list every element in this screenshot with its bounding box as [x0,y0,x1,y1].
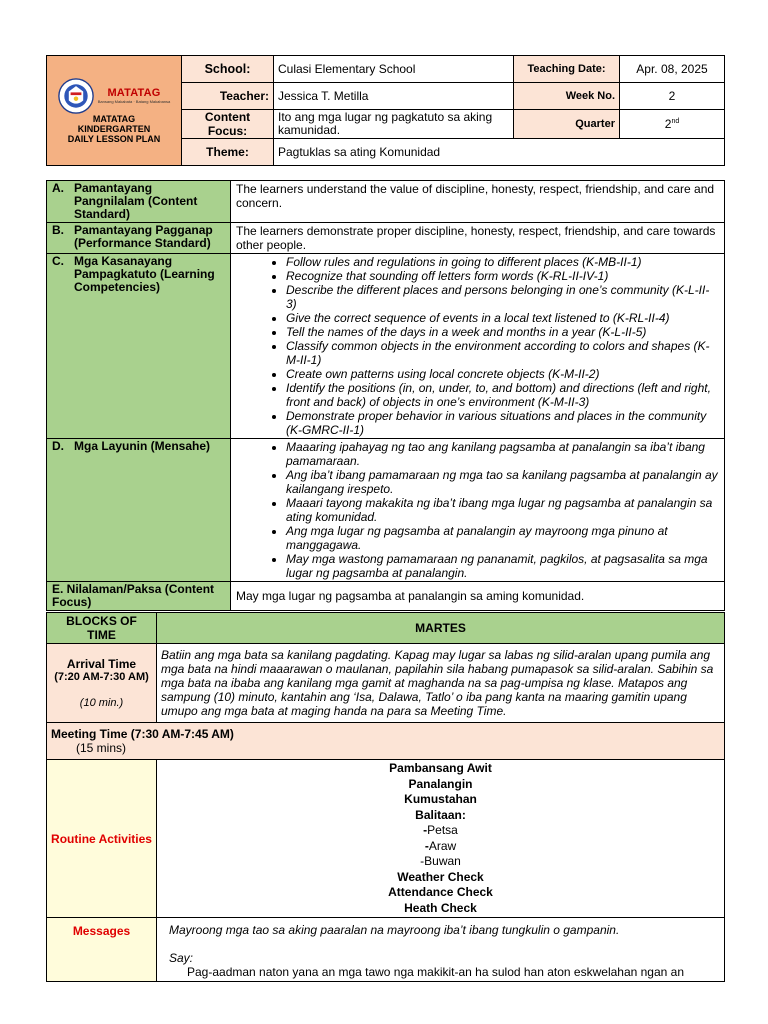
logo-line-3: DAILY LESSON PLAN [67,133,161,144]
routine-attendance-check: Attendance Check [388,885,493,899]
arrival-instructions: Batiin ang mga bata sa kanilang pagdating. Kapag may lugar sa labas ng silid-aralan upang pumila ang mga bata na hindi maaarawan o maulanan, papilahin sila habang pumapasok sa silid-aralan. Sabihin sa mga bata na ibaba ang kanilang mga gamit at maghanda na sa pag-umpisa ng klase. Matapos ang sampung (10) minuto, kantahin ang ‘Isa, Dalawa, Tatlo’ o iba pang kanta na maaring gamitin upang umupo ang mga bata at maging handa na para sa Meeting Time. [157,644,725,723]
label-letter-a: A. [52,181,64,195]
day-header: MARTES [157,613,725,644]
content-focus-value: Ito ang mga lugar ng pagkatuto sa aking kamunidad. [274,110,514,139]
routine-date-dash: - [423,823,428,837]
label-c-text: Mga Kasanayang Pampagkatuto (Learning Competencies) [74,254,215,294]
routine-news: Balitaan: [415,807,466,822]
routine-weather-check: Weather Check [397,869,484,884]
meeting-time-title: Meeting Time (7:30 AM-7:45 AM) [51,727,234,741]
routine-greetings: Kumustahan [404,792,477,806]
arrival-time-cell [47,644,157,723]
content-standard-label [47,181,231,223]
quarter-value: 2 [664,117,672,131]
performance-standard-label [47,223,231,254]
arrival-duration: (10 min.) [79,697,124,709]
content-focus-topic-label: E. Nilalaman/Paksa (Content Focus) [47,582,231,611]
teaching-date-label: Teaching Date: [514,56,620,83]
routine-day [161,839,720,855]
objective-item: • Maaari tayong makakita ng iba’t ibang mga lugar ng pagsamba at panalangin sa ating komunidad. [286,496,719,524]
objectives-label [47,439,231,582]
routine-activities-list [157,760,725,918]
objective-item: • Ang mga lugar ng pagsamba at panalangin ay mayroong mga pinuno at manggagawa. [286,524,719,552]
objective-item: • Maaaring ipahayag ng tao ang kanilang pagsamba at panalangin sa iba’t ibang pamamaraan. [286,440,719,468]
school-label: School: [182,56,274,83]
say-label: Say: [169,951,194,965]
label-letter-d: D. [52,439,64,453]
routine-date-text: Petsa [427,823,458,837]
logo-line-1: MATATAG [92,113,136,124]
arrival-time-range: (7:20 AM-7:30 AM) [54,671,149,683]
logo-tagline: Bansang Makabata · Batang Makabansa [97,99,171,104]
quarter-value-cell [620,110,725,139]
standards-table [46,180,725,611]
matatag-brand: MATATAG [107,87,161,99]
messages-cell [157,918,725,982]
competency-item: • Follow rules and regulations in going to different places (K-MB-II-1) [286,255,719,269]
quarter-label: Quarter [514,110,620,139]
arrival-time-title: Arrival Time [66,657,137,671]
learning-competencies-cell [231,254,725,439]
teacher-value: Jessica T. Metilla [274,83,514,110]
deped-seal-icon [58,78,94,114]
performance-standard-text: The learners demonstrate proper discipline, honesty, respect, friendship, and care towards other people. [231,223,725,254]
competency-item: • Create own patterns using local concrete objects (K-M-II-2) [286,367,719,381]
quarter-suffix: nd [671,118,680,125]
teacher-label: Teacher: [182,83,274,110]
routine-day-dash: - [424,838,429,853]
label-d-text: Mga Layunin (Mensahe) [74,439,211,453]
objective-item: • Ang iba’t ibang pamamaraan ng mga tao sa kanilang pagsamba at panalangin ay kailangang irespeto. [286,468,719,496]
competency-item: • Give the correct sequence of events in a local text listened to (K-RL-II-4) [286,311,719,325]
blocks-of-time-header: BLOCKS OF TIME [47,613,157,644]
label-letter-b: B. [52,223,64,237]
label-b-text: Pamantayang Pagganap (Performance Standard) [74,223,213,250]
objectives-cell [231,439,725,582]
lesson-plan-header [46,55,725,166]
content-focus-label: Content Focus: [182,110,274,139]
messages-label: Messages [47,918,157,982]
meeting-time-row [47,723,725,760]
routine-prayer: Panalangin [408,776,473,791]
week-label: Week No. [514,83,620,110]
routine-month: -Buwan [420,854,461,868]
say-text: Pag-aadman naton yana an mga tawo nga makikit-an ha sulod han aton eskwelahan ngan an [187,965,685,979]
competency-item: • Identify the positions (in, on, under, to, and bottom) and directions (left and right, front and back) of objects in one’s environment (K-M-II-3) [286,381,719,409]
competency-item: • Classify common objects in the environment according to colors and shapes (K-M-II-1) [286,339,719,367]
competency-list [236,255,719,437]
routine-activities-label: Routine Activities [47,760,157,918]
label-a-text: Pamantayang Pangnilalam (Content Standard) [74,181,198,221]
content-focus-topic-text: May mga lugar ng pagsamba at panalangin sa aming komunidad. [231,582,725,611]
theme-label: Theme: [182,139,274,166]
routine-date [161,823,720,839]
learning-competencies-label [47,254,231,439]
objective-item: • May mga wastong pamamaraan ng pananamit, pagkilos, at pagsasalita sa mga lugar ng pagsamba at panalangin. [286,552,719,580]
theme-value: Pagtuklas sa ating Komunidad [274,139,725,166]
messages-text: Mayroong mga tao sa aking paaralan na mayroong iba’t ibang tungkulin o gampanin. [169,923,620,937]
objective-list [236,440,719,580]
logo-cell [47,56,182,166]
competency-item: • Tell the names of the days in a week and months in a year (K-L-II-5) [286,325,719,339]
competency-item: • Describe the different places and persons belonging in one’s community (K-L-II-3) [286,283,719,311]
label-letter-c: C. [52,254,64,268]
content-standard-text: The learners understand the value of discipline, honesty, respect, friendship, and care and concern. [231,181,725,223]
meeting-time-duration: (15 mins) [76,741,127,755]
logo-line-2: KINDERGARTEN [77,123,151,134]
teaching-date-value: Apr. 08, 2025 [620,56,725,83]
competency-item: • Demonstrate proper behavior in various situations and places in the community (K-GMRC-II-1) [286,409,719,437]
routine-anthem: Pambansang Awit [389,761,492,775]
competency-item: • Recognize that sounding off letters form words (K-RL-II-IV-1) [286,269,719,283]
school-value: Culasi Elementary School [274,56,514,83]
routine-health-check: Heath Check [404,900,477,915]
routine-day-text: Araw [428,838,457,853]
blocks-of-time-table [46,612,725,982]
week-value: 2 [620,83,725,110]
